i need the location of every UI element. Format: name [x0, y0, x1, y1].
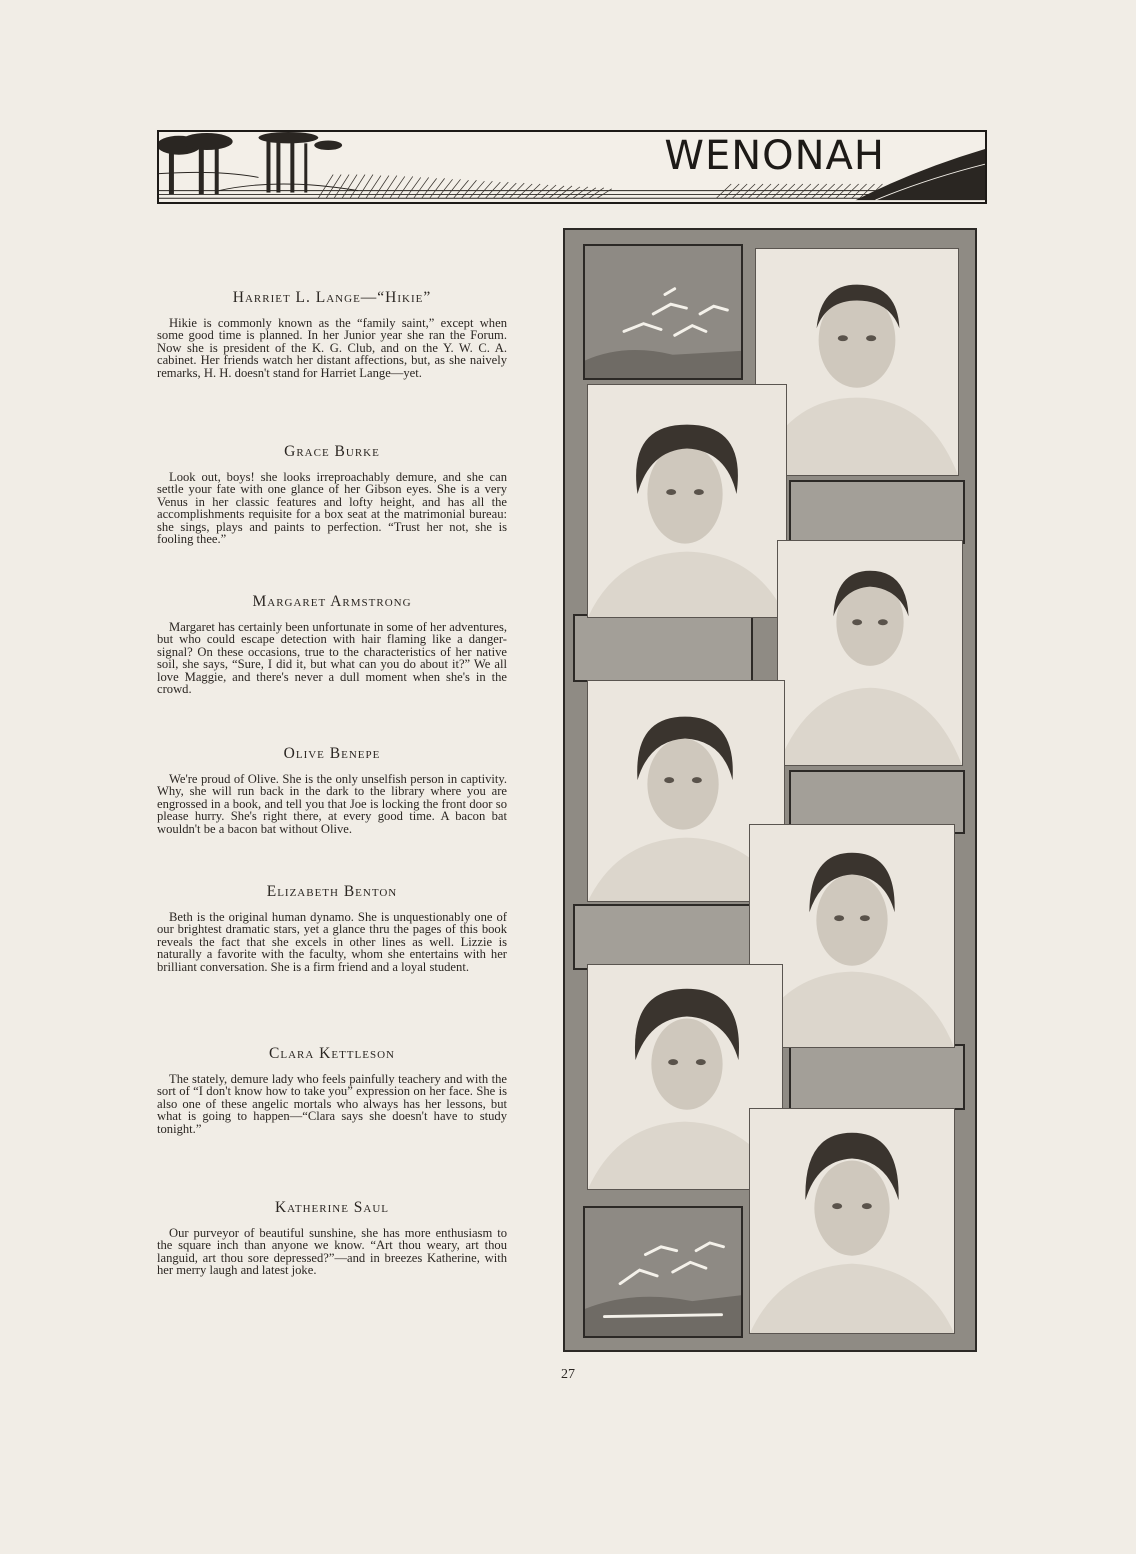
seagull-scene-top: [583, 244, 743, 380]
bio-text: Hikie is commonly known as the “family saint,” except when some good time is planned. In her Junior year she ran the Forum. Now she is president of the K. G. Club, and on the Y. W. C. A. cabinet. Her friends watch her distant affections, but, as she naively remarks, H. H. doesn't stand for Harriet Lange—yet.: [157, 316, 507, 380]
header-banner: [157, 130, 987, 204]
bio-harriet-lange: [157, 289, 507, 379]
bio-name: Olive Benepe: [283, 745, 381, 762]
bio-name: Clara Kettleson: [269, 1045, 395, 1062]
bio-name: Harriet L. Lange—“Hikie”: [232, 289, 432, 306]
banner-title: WENONAH: [664, 133, 885, 179]
portrait-katherine-saul: [749, 1108, 955, 1334]
bio-text: Beth is the original human dynamo. She is unquestionably one of our brightest dramatic stars, yet a glance thru the pages of this book reveals the fact that she excels in other lines as well. Lizzie is naturally a favorite with the faculty, whom she entertains with her brilliant conversation. She is a firm friend and a loyal student.: [157, 910, 507, 974]
bio-elizabeth-benton: [157, 883, 507, 973]
bio-olive-benepe: [157, 745, 507, 835]
bio-text: Margaret has certainly been unfortunate in some of her adventures, but who could escape detection with hair flaming like a danger-signal? On these occasions, true to the characteristics of her native soil, she says, “Sure, I did it, but what can you do about it?” We all love Maggie, and there's never a dull moment when she's in the crowd.: [157, 620, 507, 697]
page-number: 27: [561, 1367, 575, 1382]
bio-clara-kettleson: [157, 1045, 507, 1135]
bio-name: Margaret Armstrong: [252, 593, 412, 610]
photo-panel: [563, 228, 977, 1352]
bio-katherine-saul: [157, 1199, 507, 1277]
bio-text: The stately, demure lady who feels painfully teachery and with the sort of “I don't know how to take you” expression on her face. She is also one of these angelic mortals who always has her lessons, but what is going to happen—“Clara says she doesn't have to study tonight.”: [157, 1072, 507, 1136]
bio-grace-burke: [157, 443, 507, 545]
seagull-scene-bottom: [583, 1206, 743, 1338]
portrait-margaret-armstrong: [777, 540, 963, 766]
portrait-grace-burke: [587, 384, 787, 618]
decorative-slot: [789, 1044, 965, 1110]
decorative-slot: [573, 904, 753, 970]
bio-name: Elizabeth Benton: [266, 883, 398, 900]
bio-text: Our purveyor of beautiful sunshine, she has more enthusiasm to the square inch than anyone we know. “Art thou weary, art thou languid, art thou sore depressed?”—and in breezes Katherine, with her merry laugh and latest joke.: [157, 1226, 507, 1278]
bio-text: We're proud of Olive. She is the only unselfish person in captivity. Why, she will run back in the dark to the library where you are engrossed in a book, and tell you that Joe is locking the front door so please hurry. She's right there, at every good time. A bacon bat wouldn't be a bacon bat without Olive.: [157, 772, 507, 836]
bio-name: Grace Burke: [284, 443, 380, 460]
bio-name: Katherine Saul: [274, 1199, 390, 1216]
bio-margaret-armstrong: [157, 593, 507, 695]
decorative-slot: [573, 614, 753, 682]
decorative-slot: [789, 480, 965, 544]
bio-text: Look out, boys! she looks irreproachably demure, and she can settle your fate with one glance of her Gibson eyes. She is a very Venus in her classic features and lofty height, and has all the accomplishments requisite for a box seat at the matrimonial bureau: she sings, plays and paints to perfection. “Trust her not, she is fooling thee.”: [157, 470, 507, 547]
